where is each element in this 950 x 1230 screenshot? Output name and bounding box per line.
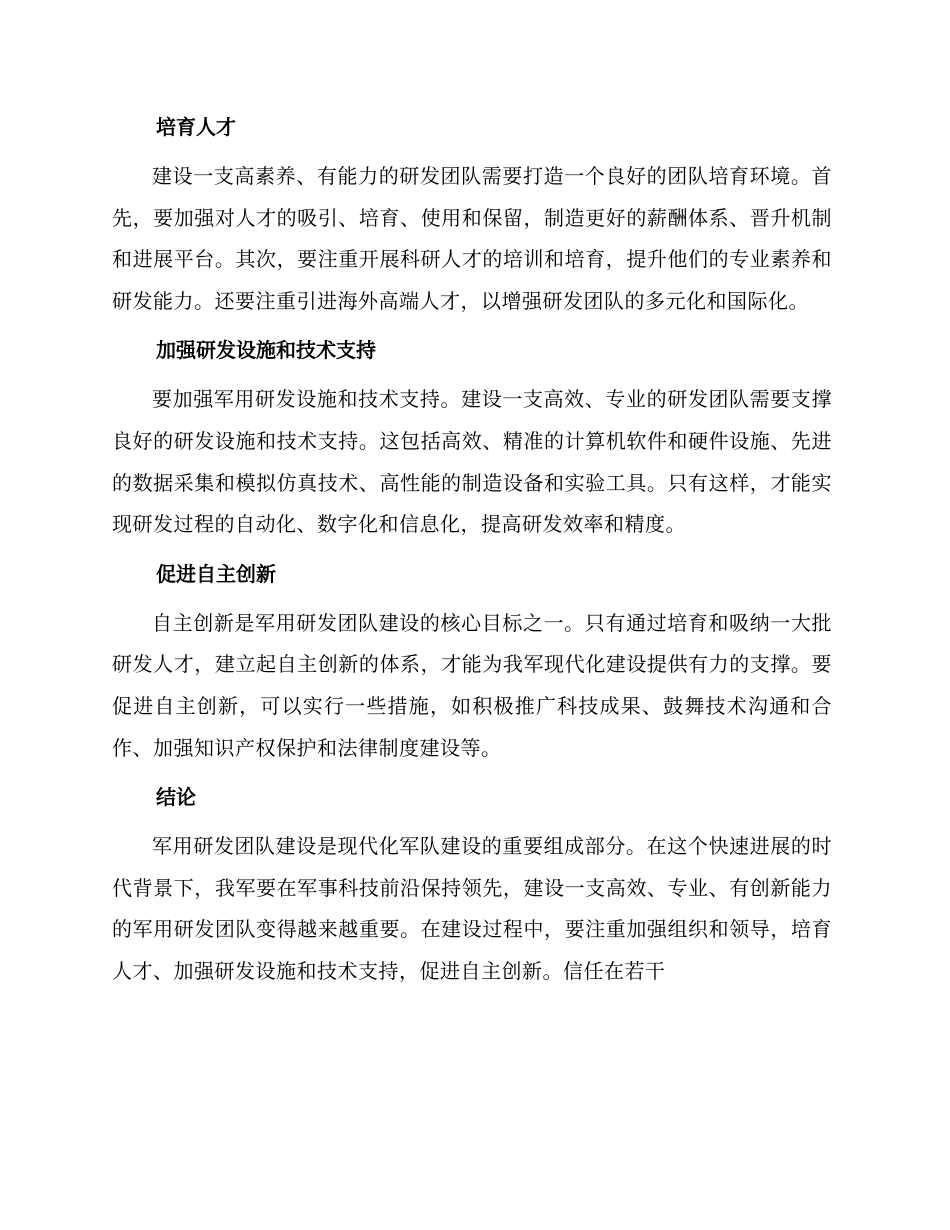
document-page bbox=[112, 108, 832, 993]
section-conclusion bbox=[112, 778, 832, 992]
section-cultivate-talent bbox=[112, 108, 832, 322]
section-heading: 结论 bbox=[156, 785, 196, 810]
section-heading: 加强研发设施和技术支持 bbox=[156, 338, 376, 363]
section-independent-innovation bbox=[112, 555, 832, 769]
section-paragraph: 建设一支高素养、有能力的研发团队需要打造一个良好的团队培育环境。首先，要加强对人才的吸引、培育、使用和保留，制造更好的薪酬体系、晋升机制和进展平台。其次，要注重开展科研人才的培训和培育，提升他们的专业素养和研发能力。还要注重引进海外高端人才，以增强研发团队的多元化和国际化。 bbox=[112, 164, 832, 313]
section-heading: 培育人才 bbox=[156, 115, 236, 139]
section-rd-facilities bbox=[112, 331, 832, 545]
section-paragraph: 自主创新是军用研发团队建设的核心目标之一。只有通过培育和吸纳一大批研发人才，建立起自主创新的体系，才能为我军现代化建设提供有力的支撑。要促进自主创新，可以实行一些措施，如积极推广科技成果、鼓舞技术沟通和合作、加强知识产权保护和法律制度建设等。 bbox=[112, 610, 832, 760]
section-paragraph: 军用研发团队建设是现代化军队建设的重要组成部分。在这个快速进展的时代背景下，我军要在军事科技前沿保持领先，建设一支高效、专业、有创新能力的军用研发团队变得越来越重要。在建设过程中，要注重加强组织和领导，培育人才、加强研发设施和技术支持，促进自主创新。信任在若干 bbox=[112, 834, 832, 983]
section-heading: 促进自主创新 bbox=[156, 561, 276, 586]
section-paragraph: 要加强军用研发设施和技术支持。建设一支高效、专业的研发团队需要支撑良好的研发设施和技术支持。这包括高效、精准的计算机软件和硬件设施、先进的数据采集和模拟仿真技术、高性能的制造设备和实验工具。只有这样，才能实现研发过程的自动化、数字化和信息化，提高研发效率和精度。 bbox=[112, 387, 832, 537]
